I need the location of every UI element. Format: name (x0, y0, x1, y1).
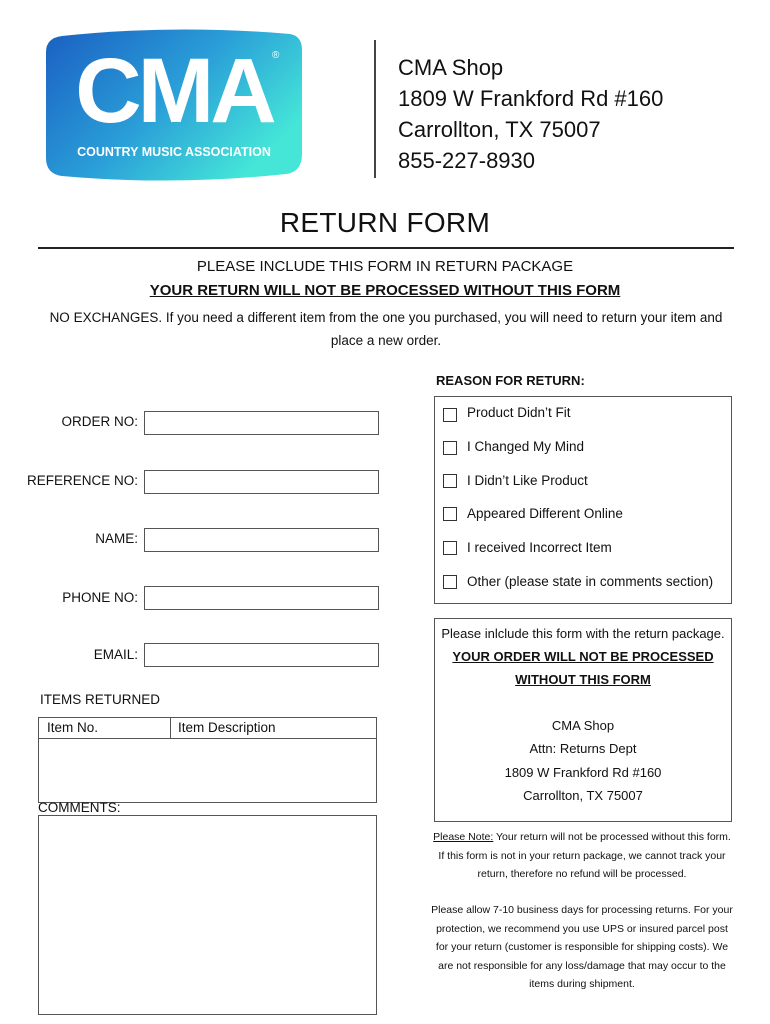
header-divider (374, 40, 376, 178)
reason-label-changed-mind: I Changed My Mind (467, 439, 585, 454)
items-header-rule (38, 738, 377, 739)
info-address-4: Carrollton, TX 75007 (523, 788, 643, 803)
info-address-3: 1809 W Frankford Rd #160 (504, 765, 662, 780)
order-no-field[interactable] (144, 411, 379, 435)
email-field[interactable] (144, 643, 379, 667)
reason-checkbox-changed-mind[interactable] (443, 441, 457, 455)
info-warning-line-1: YOUR ORDER WILL NOT BE PROCESSED (452, 649, 714, 664)
cma-logo (40, 22, 308, 188)
reason-label-other: Other (please state in comments section) (467, 574, 714, 589)
reason-checkbox-didnt-like[interactable] (443, 474, 457, 488)
include-notice: PLEASE INCLUDE THIS FORM IN RETURN PACKAGE (196, 258, 574, 275)
info-address-2: Attn: Returns Dept (529, 741, 637, 756)
info-address-1: CMA Shop (551, 718, 615, 733)
reason-checkbox-incorrect-item[interactable] (443, 541, 457, 555)
phone-no-label: PHONE NO: (62, 590, 138, 605)
phone-number: 855-227-8930 (398, 148, 536, 173)
email-label: EMAIL: (93, 647, 138, 662)
note-label: Please Note: (433, 831, 494, 843)
shipping-note: Please allow 7-10 business days for processing returns. For your protection, we recommend you use UPS or insured parcel post for your return (customer is responsible for shipping costs). We are not responsible for any loss/damage that may occur to the items during shipment. (431, 904, 733, 990)
comments-box[interactable] (38, 815, 377, 1015)
reason-label-appeared-different: Appeared Different Online (467, 506, 623, 521)
reason-checkbox-other[interactable] (443, 575, 457, 589)
address-line-3: Carrollton, TX 75007 (398, 117, 601, 142)
reason-box (434, 396, 732, 604)
address-line-2: 1809 W Frankford Rd #160 (398, 86, 664, 111)
processing-note (430, 828, 734, 884)
reference-no-field[interactable] (144, 470, 379, 494)
phone-no-field[interactable] (144, 586, 379, 610)
logo-letters: CMA (75, 40, 273, 142)
note-text-1: Your return will not be processed without this form. If this form is not in your return package, we cannot track your return, therefore no refund will be processed. (438, 831, 731, 880)
info-warning-line-2: WITHOUT THIS FORM (515, 672, 651, 687)
logo-registered: ® (272, 50, 280, 61)
reference-no-label: REFERENCE NO: (26, 473, 138, 488)
no-exchanges-notice: NO EXCHANGES. If you need a different item from the one you purchased, you will need to return your item and place a new order. (49, 310, 723, 348)
form-title: RETURN FORM (279, 207, 491, 238)
items-column-rule (170, 717, 171, 739)
items-returned-heading: ITEMS RETURNED (40, 692, 161, 707)
title-rule (38, 247, 734, 249)
processing-warning: YOUR RETURN WILL NOT BE PROCESSED WITHOUT THIS FORM (149, 282, 621, 299)
info-include-line: Please inlclude this form with the return package. (441, 626, 725, 641)
name-label: NAME: (95, 531, 138, 546)
logo-tagline: COUNTRY MUSIC ASSOCIATION (77, 145, 271, 159)
address-line-1: CMA Shop (398, 55, 504, 80)
reason-checkbox-appeared-different[interactable] (443, 507, 457, 521)
items-col-description: Item Description (178, 720, 276, 735)
reason-heading: REASON FOR RETURN: (436, 373, 585, 388)
reason-checkbox-didnt-fit[interactable] (443, 408, 457, 422)
items-col-item-no: Item No. (47, 720, 99, 735)
reason-label-incorrect-item: I received Incorrect Item (467, 540, 612, 555)
reason-label-didnt-like: I Didn’t Like Product (467, 473, 588, 488)
name-field[interactable] (144, 528, 379, 552)
comments-heading: COMMENTS: (38, 800, 121, 815)
order-no-label: ORDER NO: (61, 414, 138, 429)
reason-label-didnt-fit: Product Didn’t Fit (467, 405, 571, 420)
